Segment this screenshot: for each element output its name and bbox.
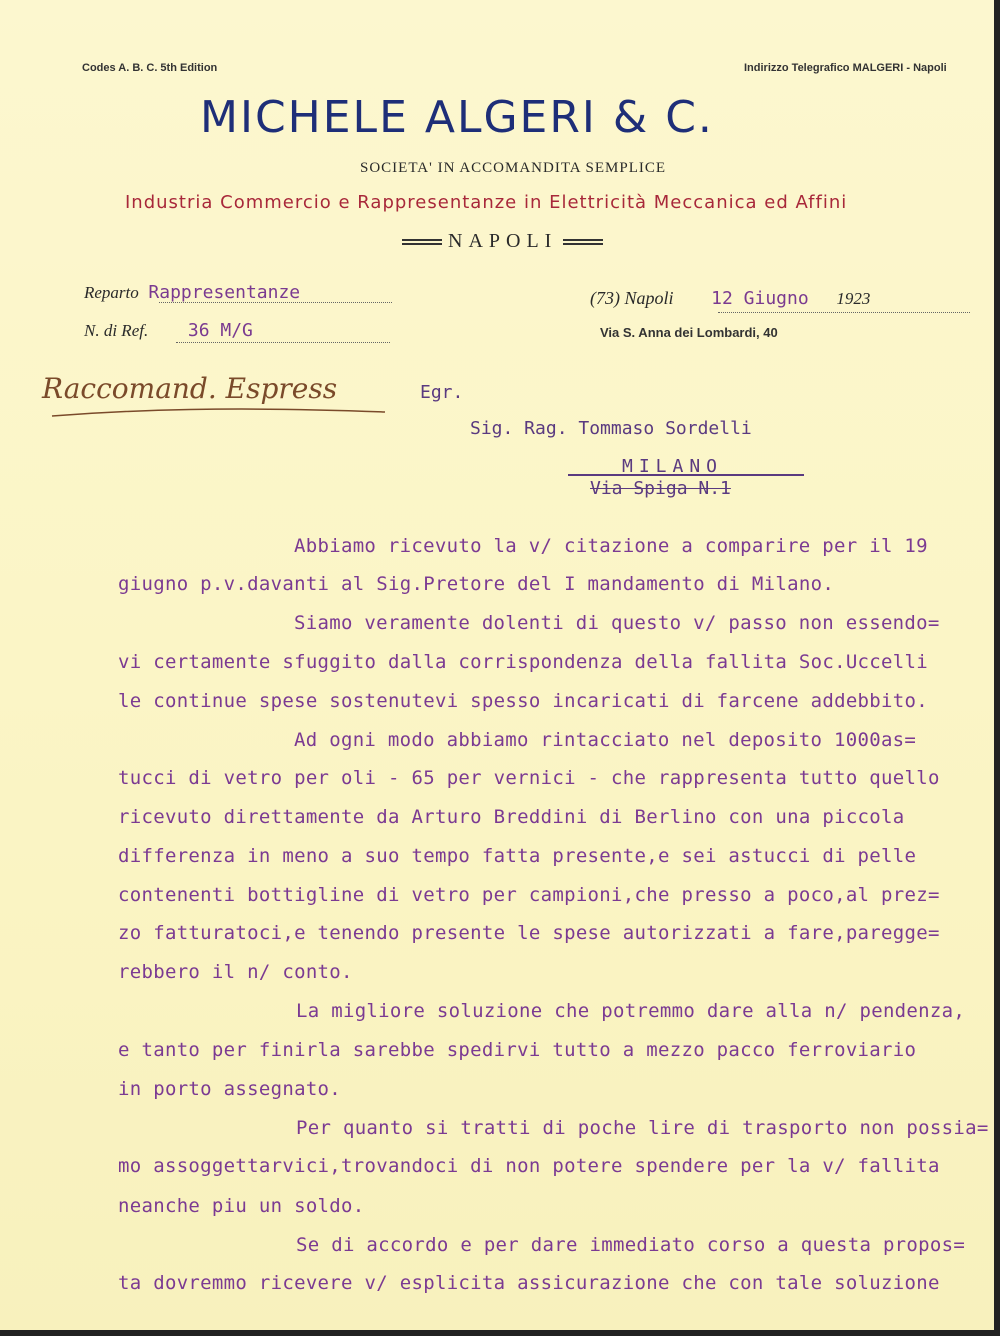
industry-line: Industria Commercio e Rappresentanze in Elettricità Meccanica ed Affini [125,192,848,213]
body-line-1: Abbiamo ricevuto la v/ citazione a comparire per il 19 [294,535,928,557]
body-line-15: in porto assegnato. [118,1078,342,1100]
date-day-month: 12 Giugno [711,288,809,309]
date-year: 1923 [836,289,871,308]
reparto-dotline [159,302,392,303]
body-line-14: e tanto per finirla sarebbe spedirvi tutto a mezzo pacco ferroviario [118,1039,917,1061]
ref-label: N. di Ref. [84,321,149,340]
city-name: NAPOLI [448,230,558,252]
body-line-18: neanche piu un soldo. [118,1195,365,1217]
body-line-10: contenenti bottigline di vetro per campioni,che presso a poco,al prez= [118,884,940,906]
date-dotline [718,312,970,313]
recipient-rule [568,474,804,476]
recipient-street-text: Via Spiga N.1 [590,478,731,499]
city-rule-right [563,239,603,245]
body-line-20: ta dovremmo ricevere v/ esplicita assicurazione che con tale soluzione [118,1272,940,1294]
reparto-field [84,282,392,303]
body-line-11: zo fatturatoci,e tenendo presente le spese autorizzati a fare,paregge= [118,922,940,944]
body-line-8: ricevuto direttamente da Arturo Breddini di Berlino con una piccola [118,806,905,828]
body-line-5: le continue spese sostenutevi spesso incaricati di farcene addebbito. [118,690,928,712]
recipient-street [590,478,731,499]
ref-value: 36 M/G [187,320,253,341]
telegraph-address: Indirizzo Telegrafico MALGERI - Napoli [744,62,947,74]
company-name: MICHELE ALGERI & C. [200,92,714,143]
codes-edition: Codes A. B. C. 5th Edition [82,62,218,74]
street-address: Via S. Anna dei Lombardi, 40 [600,325,778,340]
salutation: Egr. [420,382,464,403]
body-line-3: Siamo veramente dolenti di questo v/ passo non essendo= [294,612,940,634]
reparto-label: Reparto [84,283,139,302]
body-line-13: La migliore soluzione che potremmo dare alla n/ pendenza, [296,1000,966,1022]
handwritten-note: Raccomand. Espress [42,372,338,405]
handwritten-underline [50,402,390,424]
scan-edge-right [994,0,1000,1336]
body-line-19: Se di accordo e per dare immediato corso a questa propos= [296,1234,966,1256]
body-line-6: Ad ogni modo abbiamo rintacciato nel deposito 1000as= [294,729,917,751]
place-date-field [590,288,970,309]
city-rule-left [402,239,442,245]
scan-edge-bottom [0,1330,1000,1336]
reparto-value: Rappresentanze [148,282,301,303]
ref-dotline [176,342,390,343]
place-prefix: (73) Napoli [590,288,674,308]
body-line-2: giugno p.v.davanti al Sig.Pretore del I mandamento di Milano. [118,573,835,595]
body-line-4: vi certamente sfuggito dalla corrispondenza della fallita Soc.Uccelli [118,651,928,673]
ref-field [84,320,390,341]
city-line [396,230,609,253]
body-line-7: tucci di vetro per oli - 65 per vernici - che rappresenta tutto quello [118,767,940,789]
body-line-16: Per quanto si tratti di poche lire di trasporto non possia= [296,1117,989,1139]
recipient-city: MILANO [622,456,724,477]
body-line-12: rebbero il n/ conto. [118,961,353,983]
recipient-name: Sig. Rag. Tommaso Sordelli [470,418,752,439]
body-line-17: mo assoggettarvici,trovandoci di non potere spendere per la v/ fallita [118,1155,940,1177]
body-line-9: differenza in meno a suo tempo fatta presente,e sei astucci di pelle [118,845,917,867]
company-type: SOCIETA' IN ACCOMANDITA SEMPLICE [360,160,667,176]
